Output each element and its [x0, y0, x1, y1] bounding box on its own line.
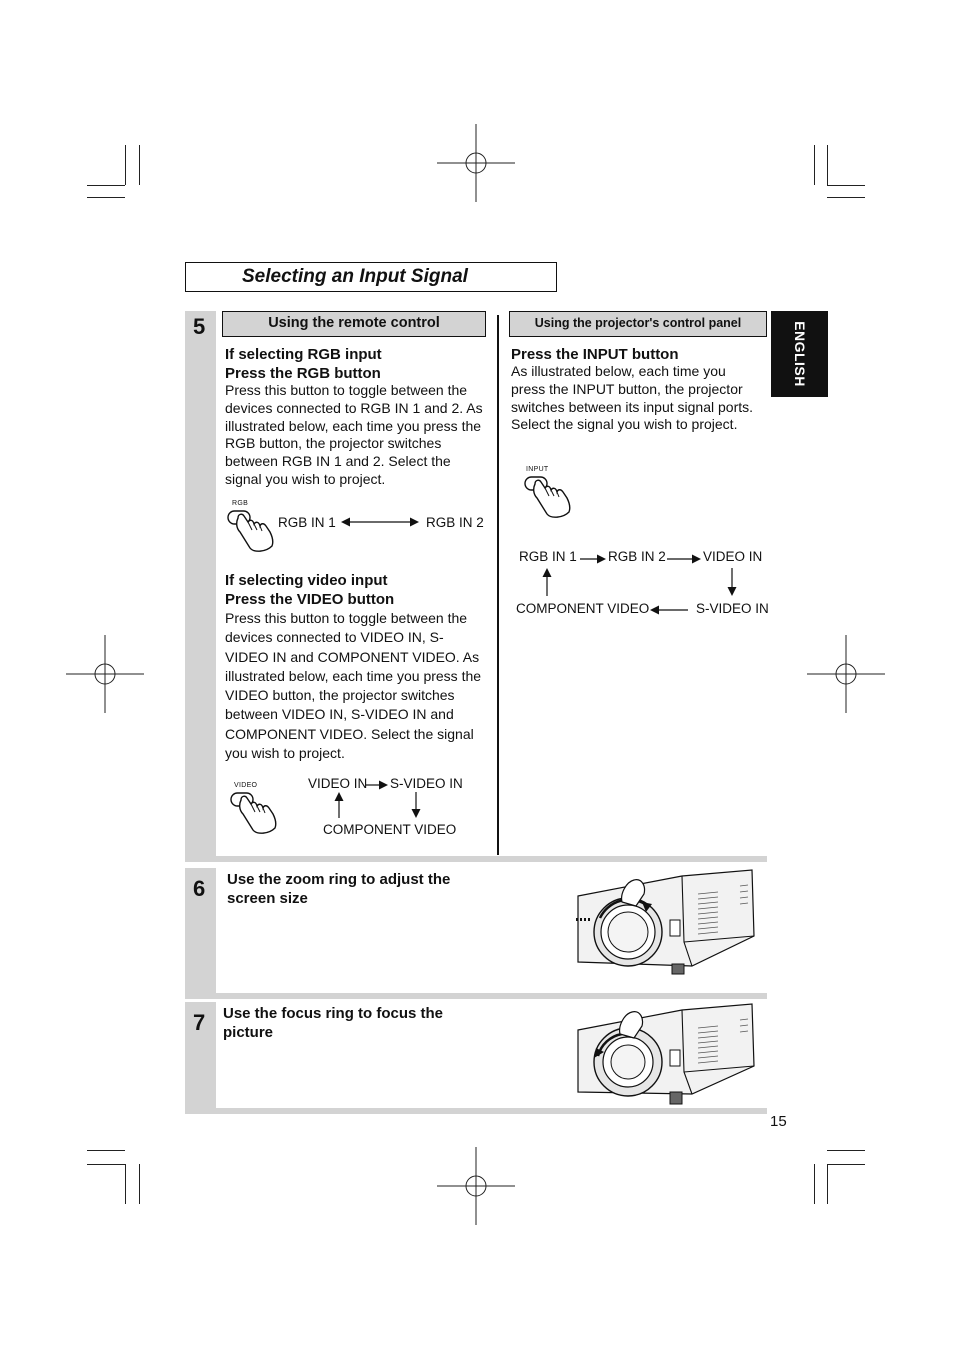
arrow-left-icon	[650, 604, 688, 616]
arrow-right-icon	[366, 779, 388, 791]
remote-control-header	[222, 311, 486, 337]
input-heading: Press the INPUT button	[511, 346, 679, 363]
page-number: 15	[770, 1113, 787, 1130]
registration-mark-icon	[437, 1147, 515, 1225]
rgb-heading-line1: If selecting RGB input	[225, 346, 382, 363]
video-heading-line2: Press the VIDEO button	[225, 591, 395, 608]
rgb-heading	[225, 345, 495, 383]
video-description: Press this button to toggle between the devices connected to VIDEO IN, S-VIDEO IN and COMPONENT VIDEO. As illustrated below, each time you press the VIDEO button, the projector switches between VIDEO IN, S-VIDEO IN and COMPONENT VIDEO. Select the signal you wish to project.	[225, 610, 482, 762]
language-tab-label: ENGLISH	[791, 321, 808, 387]
panel-flow-rgb2: RGB IN 2	[608, 549, 666, 564]
input-button-label: INPUT	[526, 466, 549, 473]
step-number-5: 5	[193, 314, 206, 339]
step-number-7: 7	[193, 1010, 206, 1035]
column-divider	[497, 315, 499, 855]
projector-focus-illustration	[572, 1000, 756, 1108]
step7-line2: picture	[223, 1024, 274, 1041]
rgb-flow-right: RGB IN 2	[426, 515, 484, 530]
arrow-down-icon	[726, 568, 738, 596]
video-heading	[225, 571, 495, 609]
step6-bottom-bar	[185, 993, 767, 999]
rgb-description: Press this button to toggle between the devices connected to RGB IN 1 and 2. As illustrated below, each time you press the RGB button, the projector switches between RGB IN 1 and 2. Select the signal you wish to project.	[225, 382, 483, 487]
step5-bottom-bar	[185, 856, 767, 862]
step7-line1: Use the focus ring to focus the	[223, 1005, 444, 1022]
step6-line1: Use the zoom ring to adjust the	[227, 871, 451, 888]
video-button-label: VIDEO	[234, 782, 258, 789]
control-panel-header-label: Using the projector's control panel	[534, 316, 742, 330]
rgb-flow-left: RGB IN 1	[278, 515, 336, 530]
arrow-right-icon	[667, 553, 701, 565]
step6-line2: screen size	[227, 890, 308, 907]
arrow-up-icon	[541, 568, 553, 596]
input-description: As illustrated below, each time you press the INPUT button, the projector switches between its input signal ports. Select the signal you wish to project.	[511, 363, 754, 433]
section-title: Selecting an Input Signal	[242, 266, 468, 287]
step7-bottom-bar	[185, 1108, 767, 1114]
registration-mark-icon	[807, 635, 885, 713]
video-flow-svideo-in: S-VIDEO IN	[390, 776, 463, 791]
arrow-up-icon	[333, 792, 345, 818]
remote-control-header-label: Using the remote control	[268, 315, 440, 331]
arrow-right-icon	[580, 553, 606, 565]
registration-mark-icon	[66, 635, 144, 713]
hand-press-icon	[226, 508, 276, 554]
step-number-6: 6	[193, 876, 206, 901]
hand-press-icon	[229, 790, 279, 836]
hand-press-icon	[523, 474, 573, 520]
video-flow-video-in: VIDEO IN	[308, 776, 368, 791]
arrow-down-icon	[410, 792, 422, 818]
panel-flow-component: COMPONENT VIDEO	[516, 601, 650, 616]
language-tab	[771, 311, 828, 397]
projector-zoom-illustration	[572, 866, 756, 980]
panel-flow-svideo-in: S-VIDEO IN	[696, 601, 769, 616]
step6-instruction	[227, 870, 527, 908]
registration-mark-icon	[437, 124, 515, 202]
rgb-button-label: RGB	[232, 500, 249, 507]
control-panel-header	[509, 311, 767, 337]
double-arrow-icon	[341, 516, 419, 528]
video-heading-line1: If selecting video input	[225, 572, 388, 589]
panel-flow-rgb1: RGB IN 1	[519, 549, 577, 564]
rgb-heading-line2: Press the RGB button	[225, 365, 381, 382]
step5-number-column	[185, 311, 216, 859]
step7-instruction	[223, 1004, 523, 1042]
video-flow-component: COMPONENT VIDEO	[323, 822, 457, 837]
panel-flow-video-in: VIDEO IN	[703, 549, 763, 564]
section-title-box	[185, 262, 557, 292]
